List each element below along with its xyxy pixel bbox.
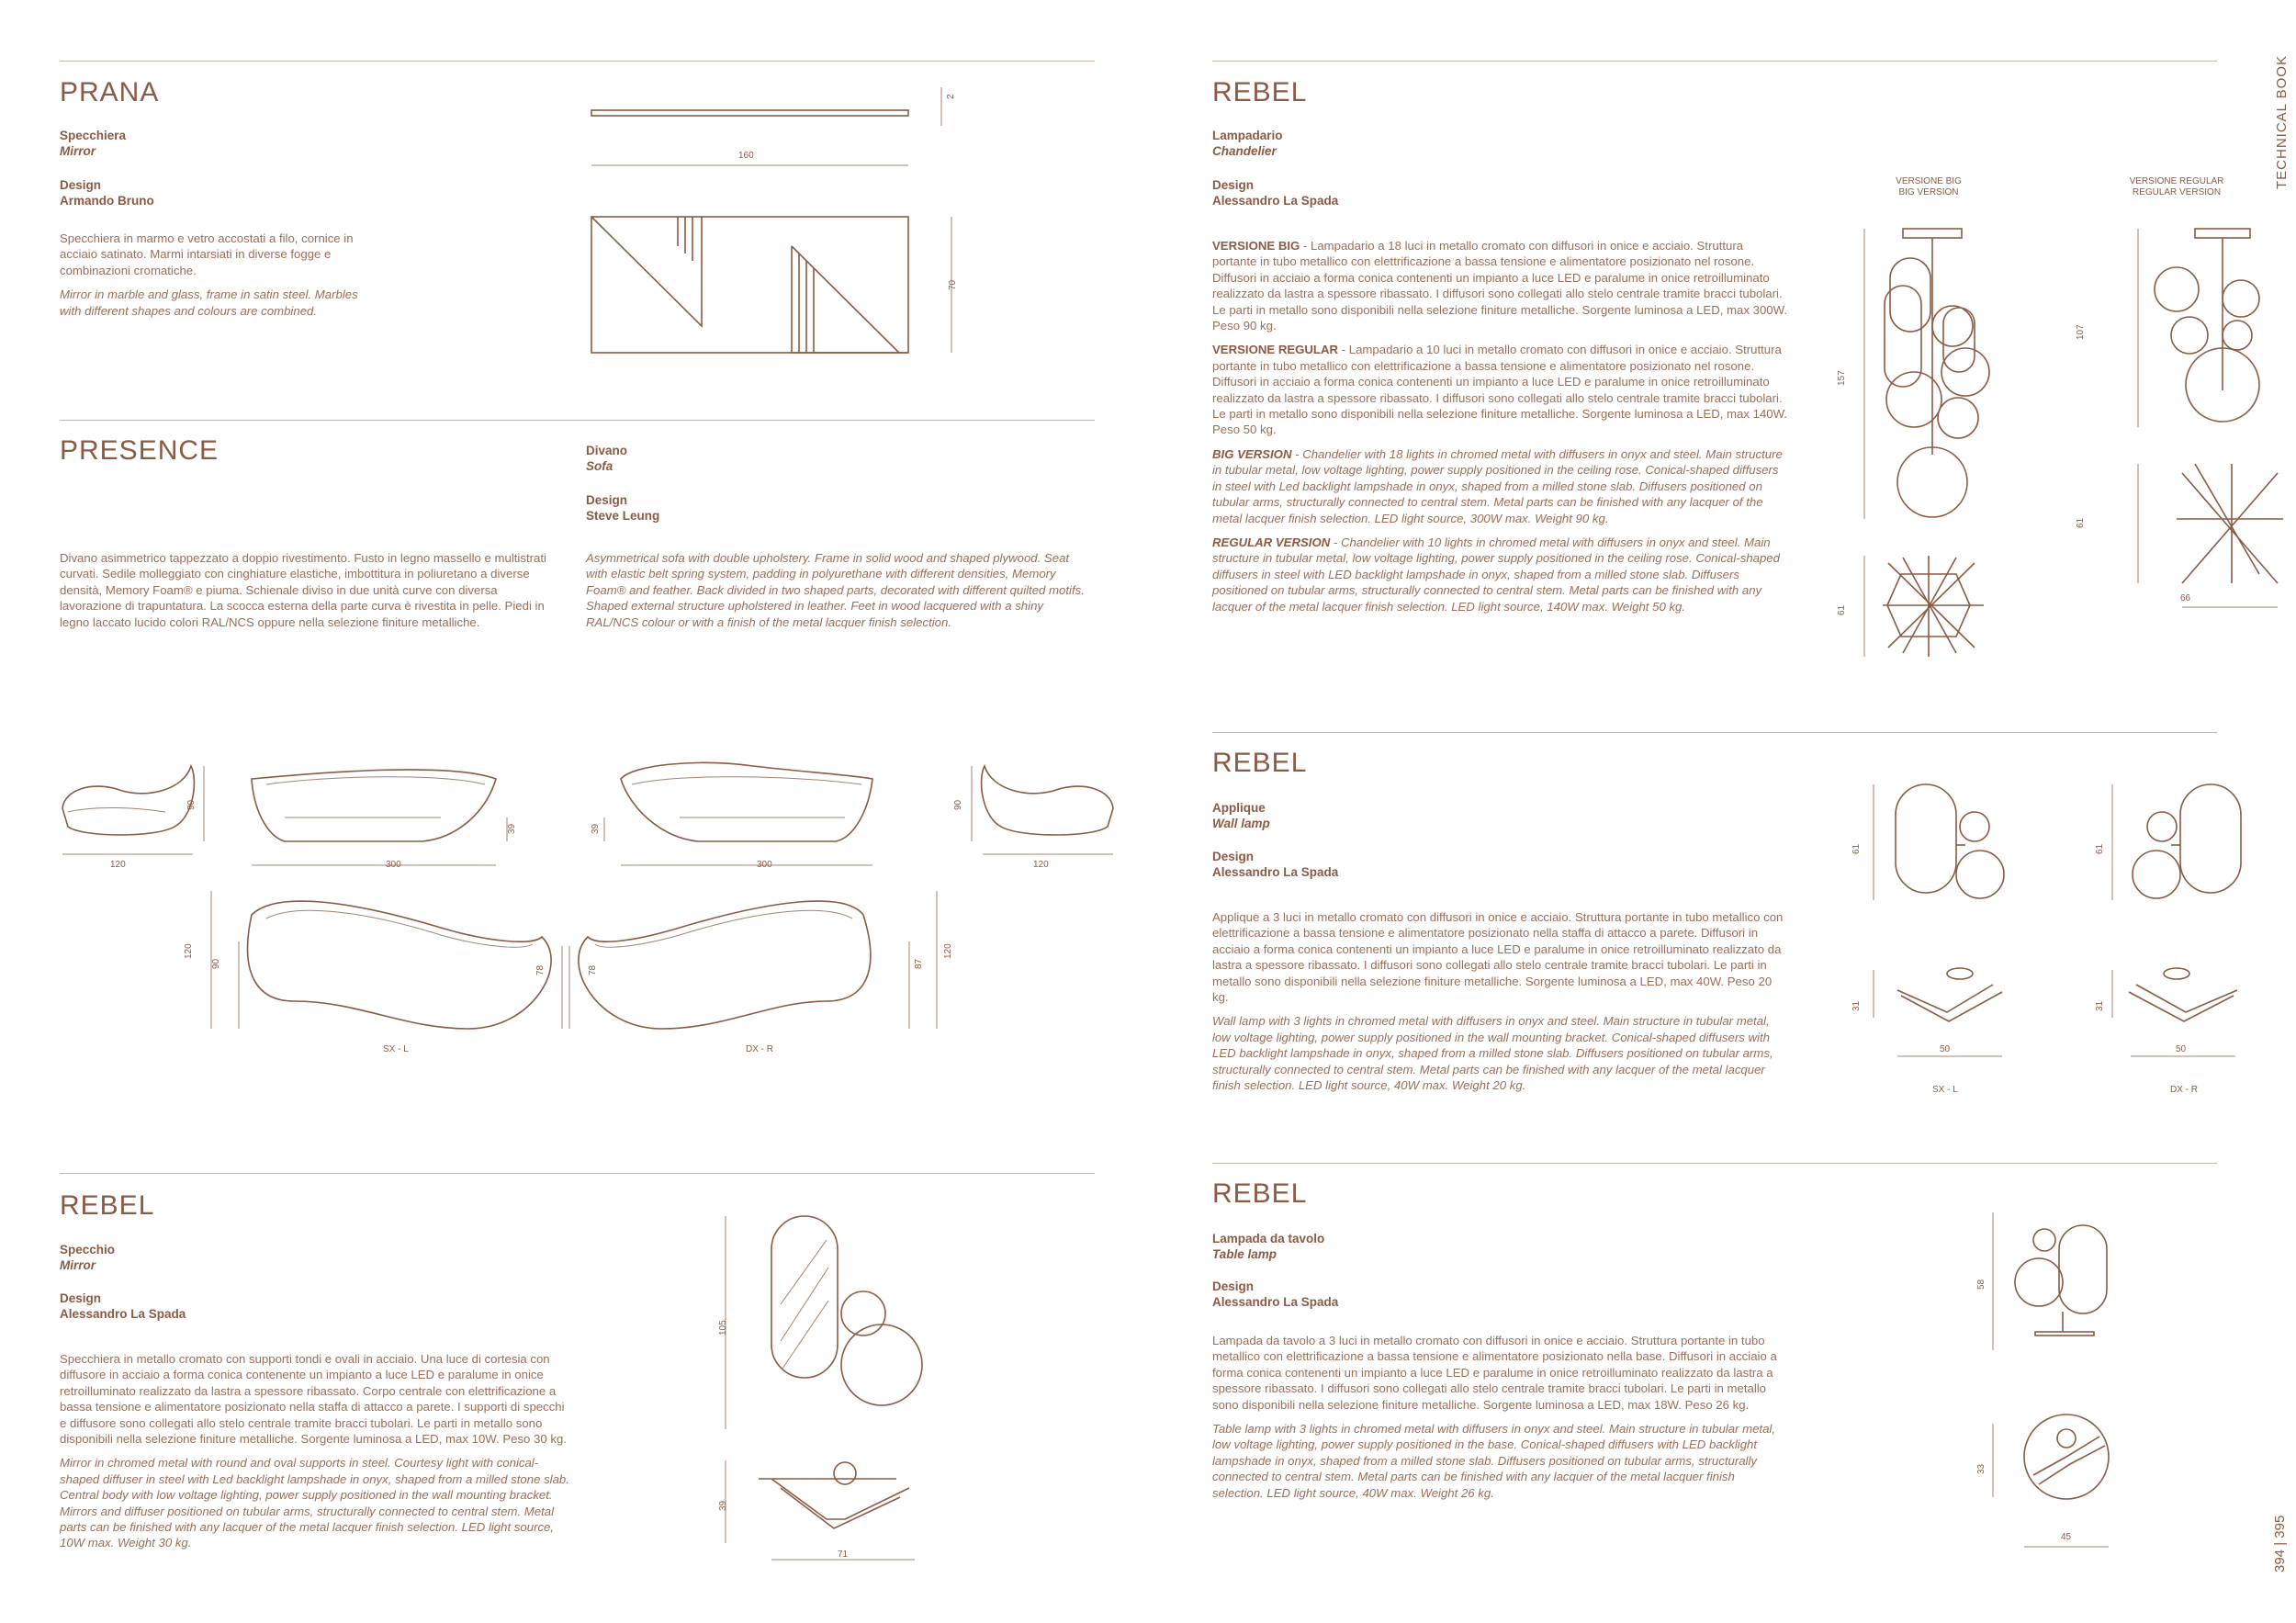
prana-description: [60, 231, 377, 327]
rebel-chandelier-designer: Alessandro La Spada: [1212, 194, 1339, 208]
divider: [60, 1173, 1095, 1174]
rebel-wall-dim-h-right: 61: [2095, 843, 2105, 854]
rebel-mirror-dim-w: 71: [838, 1550, 849, 1560]
presence-dim-top-d3: 78: [535, 964, 546, 975]
prana-type-en: Mirror: [60, 144, 96, 158]
rebel-table-design-label: Design: [1212, 1279, 1255, 1293]
rebel-chandelier-big-en: [1212, 446, 1789, 526]
rebel-table-dim-w: 45: [2061, 1532, 2072, 1542]
divider: [1212, 732, 2217, 733]
rebel-chandelier-design: [1212, 177, 1338, 209]
rebel-table-dim-h: 58: [1976, 1279, 1986, 1290]
label-big-it: VERSIONE BIG: [1896, 176, 1962, 186]
rebel-wall-designer: Alessandro La Spada: [1212, 865, 1339, 879]
rebel-table-designer: Alessandro La Spada: [1212, 1295, 1339, 1309]
rebel-chandelier-type: [1212, 128, 1283, 159]
rebel-table-title: REBEL: [1212, 1178, 1308, 1209]
rebel-wall-dim-w-right: 50: [2176, 1044, 2187, 1054]
presence-dim-side-w-right: 120: [1033, 860, 1049, 870]
rebel-chandelier-description: [1212, 238, 1789, 623]
technical-book-label: TECHNICAL BOOK: [2274, 55, 2290, 189]
rebel-table-dim-d: 33: [1976, 1463, 1986, 1474]
rebel-table-type-en: Table lamp: [1212, 1247, 1277, 1261]
presence-type-it: Divano: [586, 444, 628, 457]
rebel-table-type: [1212, 1231, 1324, 1262]
rebel-mirror-drawing: [726, 1212, 937, 1580]
rebel-wall-desc-it: Applique a 3 luci in metallo cromato con diffusori in onice e acciaio. Struttura portante in tubo metallico con elettrificazione a bassa tensione e alimentatore posizionato nella staffa di attacco a parete. Diffusori in acciaio a forma conica contenenti un impianto a luce LED e paralume in onice retroilluminato realizzato da lastra a spessore ribassato. I diffusori sono collegati allo stelo centrale tramite bracci tubolari. Le parti in metallo sono disponibili nella selezione finiture metalliche. Sorgente luminosa a LED, max 40W. Peso 20 kg.: [1212, 910, 1784, 1005]
presence-designer: Steve Leung: [586, 509, 660, 523]
rebel-wall-dim-d-right: 31: [2095, 1000, 2105, 1011]
presence-dim-front-w-left: 300: [386, 860, 401, 870]
presence-dim-top-d4: 78: [588, 964, 598, 975]
rebel-mirror-type: [60, 1242, 115, 1273]
big-head-en: BIG VERSION: [1212, 446, 1292, 461]
prana-title: PRANA: [60, 77, 160, 107]
label-big-en: BIG VERSION: [1898, 187, 1959, 197]
rebel-wall-title: REBEL: [1212, 748, 1308, 778]
rebel-wall-label-sx: SX - L: [1932, 1085, 1958, 1095]
prana-dim-height: 70: [948, 279, 958, 290]
prana-design: [60, 177, 154, 209]
reg-body-en: - Chandelier with 10 lights in chromed metal with diffusers in onyx and steel. Main structure in tubular metal, low voltage lighting, power supply positioned in the ceiling rose. Conical-shaped diffusers in steel with LED backlight lampshade in onyx, shaped from a milled stone slab. Diffusers positioned on tubular arms, structurally connected to central stem. Metal parts can be finished with any lacquer of the metal lacquer finish selection. LED light source, 140W max. Weight 50 kg.: [1212, 535, 1780, 614]
prana-desc-it: Specchiera in marmo e vetro accostati a filo, cornice in acciaio satinato. Marmi intarsiati in diverse fogge e combinazioni cromatiche.: [60, 231, 354, 277]
rebel-chandelier-big-drawing: [1837, 225, 2020, 675]
divider: [60, 420, 1095, 421]
presence-desc-it: Divano asimmetrico tappezzato a doppio rivestimento. Fusto in legno massello e multistrati curvati. Sedile molleggiato con cinghiature elastiche, imbottitura in poliuretano a diverse densità, Memory Foam® e piuma. Schienale diviso in due unità curve con diversa lavorazione di trapuntatura. La scocca esterna della parte curva è rivestita in pelle. Piedi in legno laccato lucido colori RAL/NCS oppure nella selezione finiture metalliche.: [60, 551, 546, 629]
divider: [1212, 61, 2217, 62]
rebel-wall-label-dx: DX - R: [2170, 1085, 2198, 1095]
presence-desc-en: Asymmetrical sofa with double upholstery. Frame in solid wood and shaped plywood. Seat with elastic belt spring system, padding in polyurethane with different densities, Memory Foam® and feather. Back divided in two shaped parts, decorated with different quilted motifs. Shaped external structure upholstered in leather. Feet in wood lacquered with a shiny RAL/NCS colour or with a finish of the metal lacquer finish selection.: [586, 551, 1085, 629]
rebel-table-description: [1212, 1333, 1789, 1509]
rebel-mirror-dim-d: 39: [718, 1500, 728, 1511]
rebel-chandelier-dim-reg-w: 66: [2180, 593, 2191, 603]
prana-type: [60, 128, 126, 159]
rebel-mirror-title: REBEL: [60, 1190, 155, 1221]
rebel-chandelier-dim-reg-h: 107: [2076, 324, 2086, 340]
presence-dim-top-d5: 87: [914, 958, 924, 969]
rebel-chandelier-type-en: Chandelier: [1212, 144, 1277, 158]
prana-type-it: Specchiera: [60, 129, 127, 142]
rebel-chandelier-reg-en: [1212, 535, 1789, 614]
rebel-wall-dim-d-left: 31: [1851, 1000, 1862, 1011]
label-big-version: [1878, 176, 1979, 198]
rebel-chandelier-reg-it: [1212, 342, 1789, 437]
rebel-wall-type: [1212, 800, 1270, 831]
rebel-wall-type-it: Applique: [1212, 801, 1266, 815]
rebel-chandelier-dim-reg-d: 61: [2076, 517, 2086, 528]
rebel-wall-right-drawing: [2103, 781, 2268, 1065]
rebel-wall-type-en: Wall lamp: [1212, 817, 1270, 830]
rebel-chandelier-regular-drawing: [2094, 225, 2278, 611]
prana-dim-width: 160: [738, 151, 754, 161]
presence-dim-front-h-right: 39: [591, 823, 601, 834]
rebel-chandelier-design-label: Design: [1212, 178, 1255, 192]
rebel-wall-dim-h-left: 61: [1851, 843, 1862, 854]
presence-dim-side-h-right: 90: [953, 799, 963, 810]
presence-dim-front-h-left: 39: [507, 823, 517, 834]
rebel-mirror-desc-it: Specchiera in metallo cromato con supporti tondi e ovali in acciaio. Una luce di cortesia con diffusore in acciaio a forma conica contenente un impianto a luce LED e paralume in onice retroilluminato realizzato da lastra a spessore ribassato. Corpo centrale con elettrificazione a bassa tensione e alimentatore posizionato nella staffa di attacco a parete. I supporti di specchi e diffusore sono collegati allo stelo centrale tramite bracci tubolari. Le parti in metallo sono disponibili nella selezione finiture metalliche. Sorgente luminosa a LED, max 10W. Peso 30 kg.: [60, 1352, 567, 1447]
reg-body-it: - Lampadario a 10 luci in metallo cromato con diffusori in onice e acciaio. Struttura portante in tubo metallico con elettrificazione a bassa tensione e alimentatore posizionato nel rosone. Diffusori in acciaio a forma conica contenenti un impianto a luce LED e paralume in onice retroilluminato realizzato da lastra a spessore ribassato. I diffusori sono collegati allo stelo centrale tramite bracci tubolari. Le parti in metallo sono disponibili nella selezione finiture metalliche. Sorgente luminosa a LED, max 140W. Peso 50 kg.: [1212, 343, 1788, 437]
presence-dim-top-d: 120: [184, 943, 194, 959]
rebel-table-desc-en: Table lamp with 3 lights in chromed metal with diffusers in onyx and steel. Main structure in tubular metal, low voltage lighting, power supply positioned in the base. Conical-shaped diffusers with LED backlight lampshade in onyx, shaped from a milled stone slab. Diffusers positioned on tubular arms, structurally connected to central stem. Metal parts can be finished with any lacquer of the metal lacquer finish selection. LED light source, 40W max. Weight 26 kg.: [1212, 1422, 1776, 1500]
rebel-wall-left-drawing: [1864, 781, 2030, 1065]
divider: [60, 61, 1095, 62]
rebel-wall-desc-en: Wall lamp with 3 lights in chromed metal with diffusers in onyx and steel. Main structure in tubular metal, low voltage lighting, power supply positioned in the wall mounting bracket. Conical-shaped diffusers with LED backlight lampshade in onyx, shaped from a milled stone slab. Diffusers positioned on tubular arms, structurally connected to central stem. Metal parts can be finished with any lacquer of the metal lacquer finish selection. LED light source, 40W max. Weight 20 kg.: [1212, 1014, 1773, 1093]
rebel-wall-description: [1212, 909, 1789, 1101]
reg-head-it: VERSIONE REGULAR: [1212, 343, 1339, 357]
rebel-mirror-designer: Alessandro La Spada: [60, 1307, 186, 1321]
rebel-wall-dim-w-left: 50: [1940, 1044, 1951, 1054]
presence-label-sx: SX - L: [383, 1044, 409, 1054]
divider: [1212, 1163, 2217, 1164]
rebel-table-desc-it: Lampada da tavolo a 3 luci in metallo cromato con diffusori in onice e acciaio. Struttura portante in tubo metallico con elettrificazione a bassa tensione e alimentatore posizionato nella base. Diffusori in acciaio a forma conica contenenti un impianto a luce LED e paralume in onice retroilluminato realizzato da lastra a spessore ribassato. I diffusori sono collegati allo stelo centrale tramite bracci tubolari. Le parti in metallo sono disponibili nella selezione finiture metalliche. Sorgente luminosa a LED, max 18W. Peso 26 kg.: [1212, 1334, 1777, 1412]
label-regular-version: [2122, 176, 2232, 198]
rebel-mirror-type-en: Mirror: [60, 1258, 96, 1272]
label-reg-en: REGULAR VERSION: [2132, 187, 2222, 197]
rebel-mirror-design-label: Design: [60, 1291, 102, 1305]
presence-dim-top-d6: 120: [943, 943, 953, 959]
presence-dim-front-w-right: 300: [757, 860, 772, 870]
big-body-en: - Chandelier with 18 lights in chromed metal with diffusers in onyx and steel. Main structure in tubular metal, low voltage lighting, power supply positioned in the ceiling rose. Conical-shaped diffusers in steel with Led backlight lampshade in onyx, shaped from a milled stone slab. Diffusers positioned on tubular arms, structurally connected to central stem. Metal parts can be finished with any lacquer of the metal lacquer finish selection. LED light source, 300W max. Weight 90 kg.: [1212, 446, 1783, 525]
rebel-wall-design: [1212, 849, 1338, 880]
rebel-mirror-description: [60, 1351, 569, 1560]
rebel-chandelier-big-it: [1212, 238, 1789, 333]
rebel-wall-design-label: Design: [1212, 850, 1255, 863]
rebel-mirror-type-it: Specchio: [60, 1243, 116, 1257]
presence-dim-top-d2: 90: [211, 958, 221, 969]
big-head-it: VERSIONE BIG: [1212, 239, 1300, 253]
presence-label-dx: DX - R: [746, 1044, 773, 1054]
prana-designer: Armando Bruno: [60, 194, 154, 208]
rebel-chandelier-title: REBEL: [1212, 77, 1308, 107]
prana-desc-en: Mirror in marble and glass, frame in satin steel. Marbles with different shapes and colours are combined.: [60, 287, 358, 318]
rebel-chandelier-dim-big-h: 157: [1837, 370, 1847, 386]
presence-design-label: Design: [586, 493, 628, 507]
rebel-table-design: [1212, 1279, 1338, 1310]
reg-head-en: REGULAR VERSION: [1212, 535, 1331, 549]
rebel-mirror-dim-h: 105: [718, 1320, 728, 1336]
rebel-mirror-design: [60, 1291, 186, 1322]
big-body-it: - Lampadario a 18 luci in metallo cromato con diffusori in onice e acciaio. Struttura portante in tubo metallico con elettrificazione a bassa tensione e alimentatore posizionato nel rosone. Diffusori in acciaio a forma conica contenenti un impianto a luce LED e paralume in onice retroilluminato realizzato da lastra a spessore ribassato. I diffusori sono collegati allo stelo centrale tramite bracci tubolari. Le parti in metallo sono disponibili nella selezione finiture metalliche. Sorgente luminosa a LED, max 300W. Peso 90 kg.: [1212, 239, 1788, 333]
prana-drawing: [588, 83, 974, 358]
rebel-table-type-it: Lampada da tavolo: [1212, 1232, 1325, 1245]
presence-type: [586, 443, 627, 474]
prana-dim-depth: 2: [946, 94, 956, 99]
presence-design: [586, 492, 659, 524]
label-reg-it: VERSIONE REGULAR: [2129, 176, 2224, 186]
rebel-table-drawing: [1975, 1203, 2149, 1561]
presence-title: PRESENCE: [60, 435, 219, 466]
presence-drawings: [55, 753, 1102, 1056]
presence-dim-side-h-left: 90: [186, 799, 197, 810]
rebel-mirror-desc-en: Mirror in chromed metal with round and oval supports in steel. Courtesy light with conical-shaped diffuser in steel with Led backlight lampshade in onyx, shaped from a milled stone slab. Central body with low voltage lighting, power supply positioned in the wall mounting bracket. Mirrors and diffuser positioned on tubular arms, structurally connected to central stem. Metal parts can be finished with any lacquer of the metal lacquer finish selection. LED light source, 10W max. Weight 30 kg.: [60, 1456, 569, 1550]
page-numbers: 394 | 395: [2272, 1515, 2288, 1572]
presence-type-en: Sofa: [586, 459, 613, 473]
prana-design-label: Design: [60, 178, 102, 192]
presence-dim-side-w-left: 120: [110, 860, 126, 870]
rebel-chandelier-dim-big-d: 61: [1837, 604, 1847, 615]
rebel-chandelier-type-it: Lampadario: [1212, 129, 1283, 142]
